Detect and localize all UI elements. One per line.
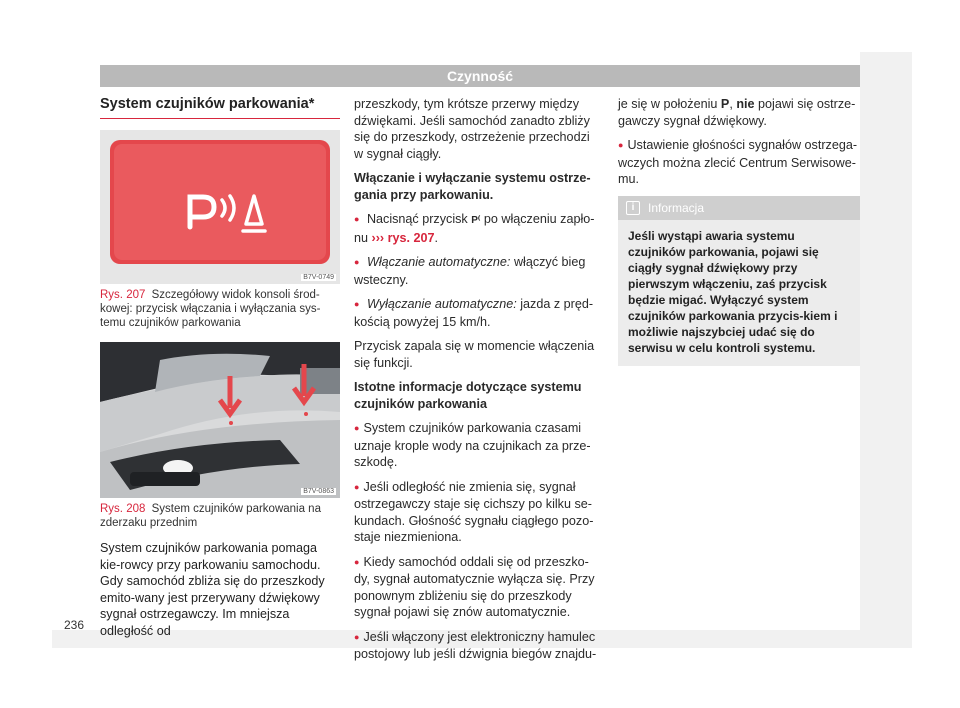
figure-code: B7V-0749: [303, 274, 334, 281]
figure-front-bumper: [100, 342, 340, 498]
bullet-text: jazda z pręd-kością powyżej 15 km/h.: [354, 297, 594, 329]
figure-parking-button: [100, 130, 340, 284]
info-box: [618, 196, 860, 367]
info-box-header: [618, 196, 860, 221]
bullet-text: System czujników parkowania czasami uznaje krople wody na czujnikach za prze-szkodę.: [354, 421, 591, 469]
section-title: System czujników parkowania*: [100, 96, 340, 119]
front-bumper-illustration: [100, 342, 340, 498]
info-icon: i: [626, 201, 640, 215]
bullet-text: Jeśli odległość nie zmienia się, sygnał ostrzegawczy staje się cichszy po kilku se-kundach. Głośność sygnału ciągłego pozo-staje niezmieniona.: [354, 479, 594, 544]
parking-button-illustration: [100, 130, 340, 284]
parking-button-icon: P⁽: [471, 215, 481, 226]
column-middle: [354, 96, 602, 671]
gear-position: P: [720, 97, 730, 111]
bullet-item: [618, 137, 860, 188]
figure-label: Rys. 207: [100, 289, 146, 301]
bullet-text: Jeśli włączony jest elektroniczny hamulec postojowy lub jeśli dźwignia biegów znajdu-: [354, 629, 597, 661]
bullet-item: [354, 479, 602, 546]
bullet-text: po włączeniu zapło-nu: [354, 212, 595, 245]
paragraph-text: ,: [729, 97, 733, 111]
figure-label: Rys. 208: [100, 503, 146, 515]
paragraph-text: pojawi się ostrze-gawczy sygnał dźwiękowy.: [618, 97, 856, 128]
paragraph: Przycisk zapala się w momencie włączenia się funkcji.: [354, 339, 595, 370]
bullet-text: włączyć bieg wsteczny.: [354, 255, 586, 287]
chapter-header: Czynność: [100, 65, 860, 87]
subheading: Istotne informacje dotyczące systemu czujników parkowania: [354, 380, 582, 411]
bullet-item: [354, 420, 602, 471]
emphasis: nie: [736, 97, 755, 111]
bullet-item: [354, 296, 602, 330]
bullet-text: Ustawienie głośności sygnałów ostrzega-wczych można zlecić Centrum Serwisowe-mu.: [618, 138, 858, 186]
intro-paragraph: System czujników parkowania pomaga kie-rowcy przy parkowaniu samochodu. Gdy samochód zbliża się do przeszkody emito-wany jest przerywany dźwiękowy sygnał ostrzegawczy. Im mniejsza odległość od: [100, 541, 325, 638]
subheading: Włączanie i wyłączanie systemu ostrze-gania przy parkowaniu.: [354, 171, 591, 202]
paragraph: [618, 96, 860, 129]
bullet-item: [354, 254, 602, 288]
page-frame: [52, 52, 912, 661]
figure-caption: [100, 502, 338, 530]
bullet-text: Kiedy samochód oddali się od przeszko-dy, sygnał automatycznie wyłącza się. Przy ponownym zbliżeniu się do przeszkody sygnał pojawi się znów automatycznie.: [354, 554, 595, 619]
page-number: 236: [64, 618, 85, 632]
paragraph-text: je się w położeniu: [618, 97, 718, 111]
info-box-title: Informacja: [648, 200, 705, 215]
figure-caption-text: Szczegółowy widok konsoli środ-kowej: przycisk włączania i wyłączania sys-temu czujników parkowania: [100, 289, 321, 329]
bullet-item: [354, 554, 602, 621]
bullet-text: Nacisnąć przycisk: [366, 212, 468, 226]
info-box-body: Jeśli wystąpi awaria systemu czujników parkowania, pojawi się ciągły sygnał dźwiękowy przy pierwszym włączeniu, zaś przycisk będzie migać. Wyłączyć system czujników parkowania przycis-kiem i możliwie najszybciej udać się do serwisu w celu kontroli systemu.: [628, 229, 838, 355]
bullet-item: [354, 629, 602, 663]
figure-reference-link[interactable]: ››› rys. 207: [371, 230, 435, 245]
figure-caption-text: System czujników parkowania na zderzaku przednim: [100, 503, 321, 529]
column-right: [618, 96, 860, 366]
page-sheet: [52, 52, 860, 661]
figure-code: B7V-0863: [303, 488, 334, 495]
bullet-emphasis: Włączanie automatyczne:: [366, 255, 511, 269]
figure-caption: [100, 288, 338, 330]
paragraph: przeszkody, tym krótsze przerwy między dźwiękami. Jeśli samochód zanadto zbliży się do przeszkody, ostrzeżenie przechodzi w sygnał ciągły.: [354, 97, 590, 161]
bullet-emphasis: Wyłączanie automatyczne:: [366, 297, 517, 311]
bullet-item: ● Nacisnąć przycisk P⁽ po włączeniu zapło-nu ››› rys. 207.: [354, 211, 602, 246]
